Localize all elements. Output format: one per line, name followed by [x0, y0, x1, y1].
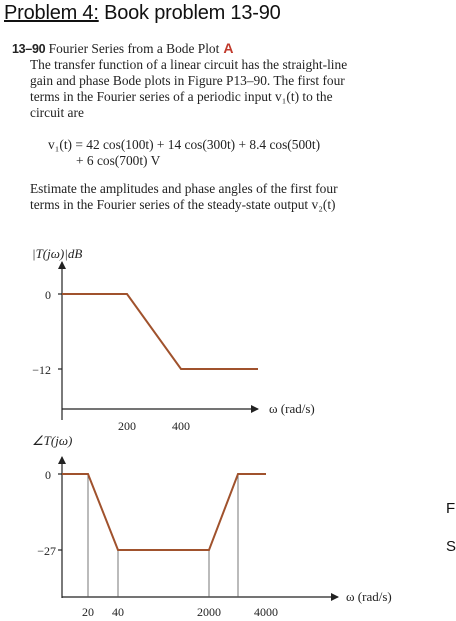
phase-xtick-label-40: 40: [112, 605, 124, 619]
gain-ylabel: |T(jω)|dB: [32, 246, 83, 261]
gain-ytick-label-0: 0: [45, 288, 51, 302]
title-prefix: Problem 4:: [4, 2, 99, 24]
intro-line-2: gain and phase Bode plots in Figure P13–90. The first four: [30, 73, 345, 88]
phase-plot: [32, 433, 392, 619]
title-rest: Book problem 13-90: [98, 2, 281, 24]
intro-line-3: terms in the Fourier series of a periodic input v₁(t) to the: [30, 89, 333, 104]
gain-xtick-label-200: 200: [118, 419, 136, 433]
ask-line-1: Estimate the amplitudes and phase angles of the first four: [30, 181, 338, 196]
ask-line-2: terms in the Fourier series of the steady-state output v₂(t): [30, 197, 336, 212]
phase-ylabel: ∠T(jω): [32, 433, 73, 448]
phase-ytick-label-27: −27: [37, 544, 56, 558]
gain-plot: [32, 246, 315, 433]
intro-line-4: circuit are: [30, 105, 84, 120]
phase-ytick-label-0: 0: [45, 468, 51, 482]
phase-xtick-label-2000: 2000: [197, 605, 221, 619]
difficulty-badge: A: [223, 40, 234, 56]
phase-curve: [62, 474, 266, 550]
gain-curve: [62, 294, 258, 369]
phase-xtick-label-20: 20: [82, 605, 94, 619]
equation-line-2: + 6 cos(700t) V: [76, 153, 161, 168]
equation-line-1: v₁(t) = 42 cos(100t) + 14 cos(300t) + 8.4 cos(500t): [48, 137, 321, 152]
problem-heading: Fourier Series from a Bode Plot: [48, 41, 220, 56]
problem-number: 13–90: [12, 42, 46, 56]
phase-xlabel: ω (rad/s): [346, 589, 392, 604]
intro-line-1: The transfer function of a linear circuit has the straight-line: [30, 57, 348, 72]
gain-ytick-label-12: −12: [32, 363, 51, 377]
phase-xtick-label-4000: 4000: [254, 605, 278, 619]
gain-xtick-label-400: 400: [172, 419, 190, 433]
edge-glyph-s: S: [446, 538, 456, 555]
edge-glyph-f: F: [446, 500, 456, 517]
gain-xlabel: ω (rad/s): [269, 401, 315, 416]
